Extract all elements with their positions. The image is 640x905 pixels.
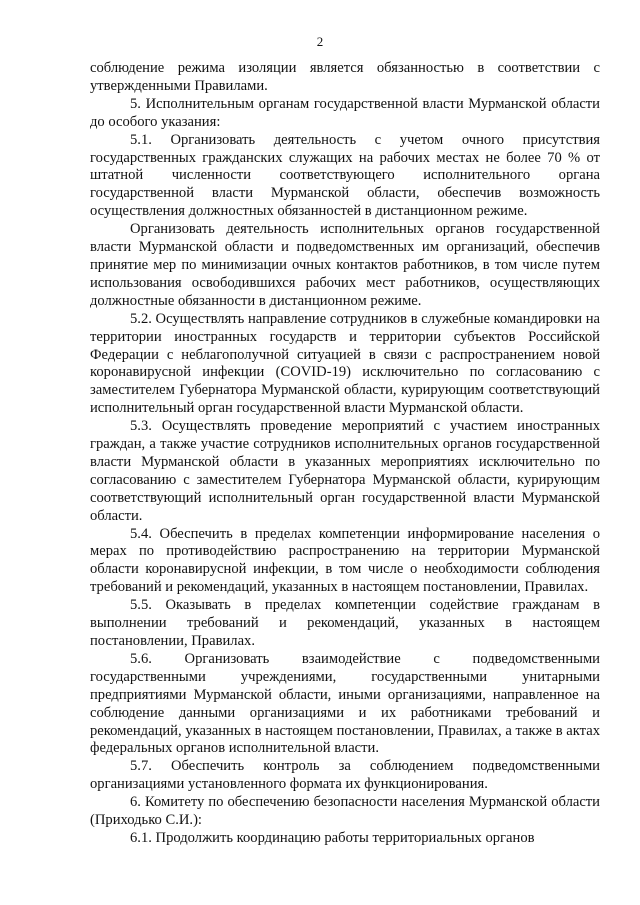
paragraph: 5. Исполнительным органам государственной власти Мурманской области до особого указания: [90,95,600,130]
paragraph: 5.3. Осуществлять проведение мероприятий с участием иностранных граждан, а также участие сотрудников исполнительных органов государственной власти Мурманской области в указанных мероприятиях исключительно по согласованию с заместителем Губернатора Мурманской области, курирующим соответствующий исполнительный орган государственной власти Мурманской области. [90,418,600,524]
paragraph: 5.1. Организовать деятельность с учетом очного присутствия государственных гражданских служащих на рабочих местах не более 70 % от штатной численности соответствующего исполнительного органа государственной власти Мурманской области, обеспечив возможность осуществления должностных обязанностей в дистанционном режиме. [90,131,600,220]
paragraph: 6. Комитету по обеспечению безопасности населения Мурманской области (Приходько С.И.): [90,794,600,829]
paragraph: 6.1. Продолжить координацию работы территориальных органов [130,829,535,846]
paragraph: соблюдение режима изоляции является обязанностью в соответствии с утвержденными Правилами. [90,60,600,94]
paragraph: Организовать деятельность исполнительных органов государственной власти Мурманской области и подведомственных им организаций, обеспечив принятие мер по минимизации очных контактов работников, в том числе путем использования освободившихся рабочих мест работников, осуществляющих должностные обязанности в дистанционном режиме. [90,221,600,309]
paragraph: 5.5. Оказывать в пределах компетенции содействие гражданам в выполнении требований и рекомендаций, указанных в настоящем постановлении, Правилах. [90,597,600,649]
page-number: 2 [316,34,324,49]
paragraph: 5.4. Обеспечить в пределах компетенции информирование населения о мерах по противодействию распространению на территории Мурманской области коронавирусной инфекции, в том числе о необходимости соблюдения требований и рекомендаций, указанных в настоящем постановлении, Правилах. [90,525,600,596]
paragraph: 5.7. Обеспечить контроль за соблюдением подведомственными организациями установленного формата их функционирования. [90,758,600,793]
paragraph: 5.6. Организовать взаимодействие с подведомственными государственными учреждениями, государственными унитарными предприятиями Мурманской области, иными организациями, направленное на соблюдение данными организациями и их работниками требований и рекомендаций, указанных в настоящем постановлении, Правилах, а также в актах федеральных органов исполнительной власти. [90,650,600,757]
document-body [90,60,600,848]
paragraph: 5.2. Осуществлять направление сотрудников в служебные командировки на территории иностранных государств и территории субъектов Российской Федерации с неблагополучной ситуацией в связи с распространением новой коронавирусной инфекции (COVID-19) исключительно по согласованию с заместителем Губернатора Мурманской области, курирующим соответствующий исполнительный орган государственной власти Мурманской области. [90,310,600,417]
